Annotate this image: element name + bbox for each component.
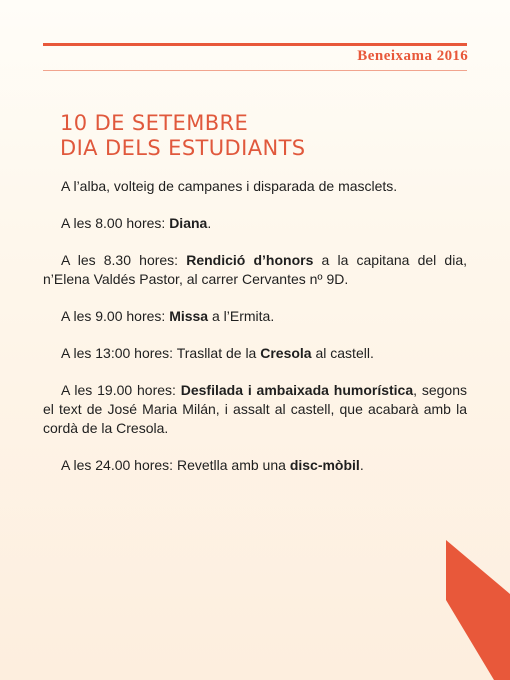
schedule-content [43, 177, 467, 493]
schedule-paragraph: A les 13:00 hores: Trasllat de la Cresola al castell. [61, 345, 374, 361]
heading-day-name: DIA DELS ESTUDIANTS [60, 136, 306, 160]
schedule-paragraph: A les 8.00 hores: Diana. [61, 215, 212, 231]
schedule-paragraph: A les 9.00 hores: Missa a l’Ermita. [61, 308, 275, 324]
header-top-rule [43, 43, 467, 46]
heading-date: 10 DE SETEMBRE [60, 111, 249, 135]
schedule-paragraph: A l’alba, volteig de campanes i disparada de masclets. [61, 178, 398, 194]
header-bottom-rule [43, 70, 467, 71]
header-year: 2016 [436, 48, 468, 64]
header-title [357, 48, 468, 65]
schedule-paragraph: A les 19.00 hores: Desfilada i ambaixada humorística, segons el text de José Maria Milán, i assalt al castell, que acabarà amb la cordà de la Cresola. [43, 382, 467, 436]
schedule-paragraph: A les 24.00 hores: Revetlla amb una disc-mòbil. [61, 457, 364, 473]
section-heading [60, 111, 306, 161]
corner-decoration [446, 540, 510, 680]
schedule-paragraph: A les 8.30 hores: Rendició d’honors a la capitana del dia, n’Elena Valdés Pastor, al carrer Cervantes nº 9D. [43, 252, 467, 287]
header-town: Beneixama [357, 48, 433, 64]
corner-stripe [446, 540, 510, 680]
